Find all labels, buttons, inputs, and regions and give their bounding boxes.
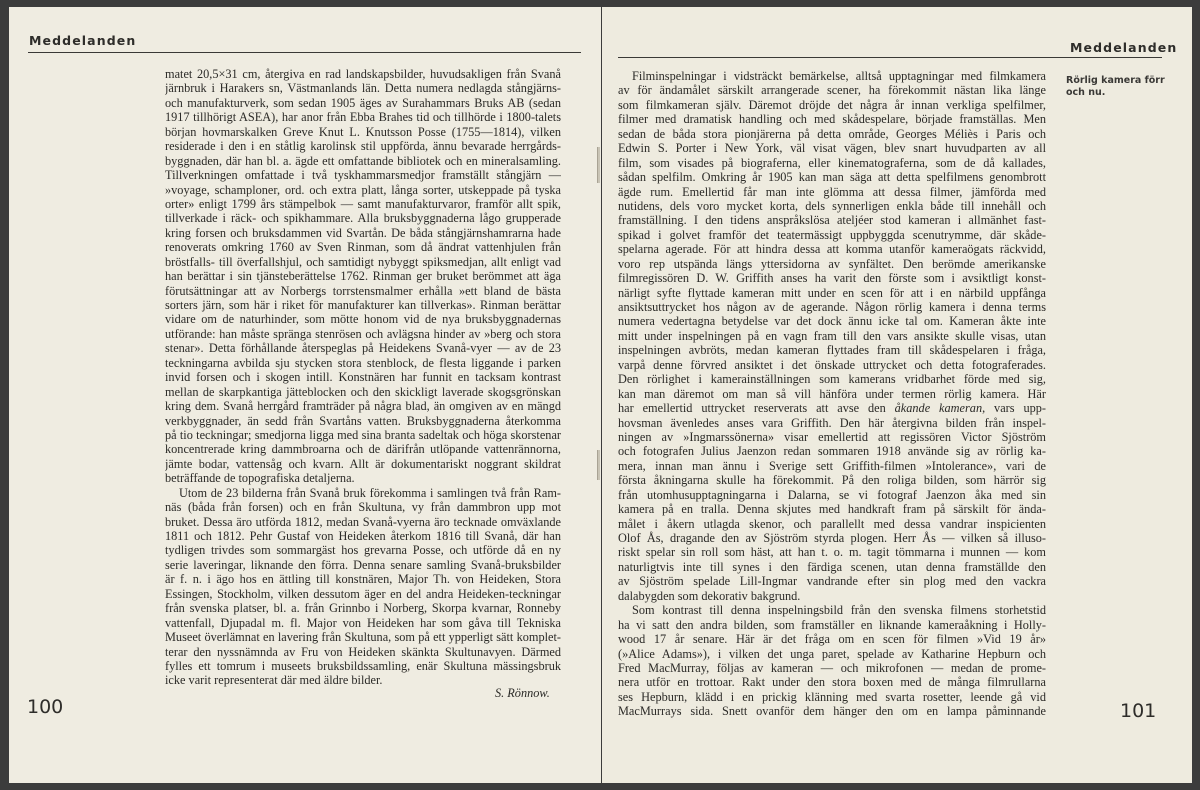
page-number-left: 100 <box>27 696 64 718</box>
text-line: 1917 tillhörigt ASEA), har anor från Ebba Brahes tid och tillhörde i 1800-talets <box>165 110 561 125</box>
text-line: fylles ett tomrum i museets bruksbildssamling, enär Skultuna mässingsbruk <box>165 658 561 673</box>
text-line: av Sjöström spelade Lill-Ingmar vandrande efter sin plog med den vackra <box>618 574 1046 589</box>
text-line: mera, innan man ännu i Sverige sett Griffith-filmen »Intolerance», vari de <box>618 458 1046 473</box>
text-line: spikad i golvet framför det teatermässigt uppbyggda scenutrymme, där skåde- <box>618 227 1046 242</box>
text-line: mellan de skarpkantiga jätteblocken och den skickligt laverade skogsgrönskan <box>165 384 561 399</box>
italic-term: åkande kameran <box>894 401 983 416</box>
text-line: invid forsen och i skogen intill. Konstnären har funnit en tacksam kontrast <box>165 370 561 385</box>
text-line: sedan de båda stora pionjärerna på detta område, Georges Méliès i Paris och <box>618 126 1046 141</box>
text-line: naturligtvis inte till synes i den färdiga scenen, utan denna framställde den <box>618 559 1046 574</box>
text-line: målet i åkern utlagda skenor, och parallellt med dessa vandrar inspicienten <box>618 516 1046 531</box>
text-line: mitt under inspelningen på en vagn fram till den vars ansikte skulle visas, utan <box>618 328 1046 343</box>
right-text-column <box>618 69 1046 719</box>
margin-note-line: Rörlig kamera förr <box>1066 75 1165 86</box>
author-signature: S. Rönnow. <box>495 686 550 700</box>
text-line: orter» enligt 1799 års stämpelbok — samt manufakturvaror, framför allt spik, <box>165 196 561 211</box>
text-line: Tillverkningen omfattade i två tyskhammarsmedjor framställt stångjärn — <box>165 168 561 183</box>
text-line: första åkningarna skulle ha förekommit. På den roliga bilden, som härrör sig <box>618 473 1046 488</box>
text-line: serie laveringar, liknande den förra. Denna senare samling Svanå-bruksbilder <box>165 557 561 572</box>
paragraph <box>618 603 1046 719</box>
text-line: nera utför en trottoar. Rakt under den stora boxen med de många filmrullarna <box>618 675 1046 690</box>
text-line: och manufakturverk, som sedan 1905 äges av Surahammars Bruks AB (sedan <box>165 95 561 110</box>
text-line: renoverats omkring 1760 av Sven Rinman, som då ändrat vattenhjulen från <box>165 240 561 255</box>
text-line: ansiktsuttrycket hos någon av de agerande. Någon rörlig kamera i denna terms <box>618 300 1046 314</box>
binding-mark <box>597 450 600 480</box>
text-line: verkbyggnader, än sedd från Svartåns vatten. Bruksbyggnaderna återkomma <box>165 413 561 428</box>
text-line: numera vedertagna betydelse var det dock ännu icke tal om. Kameran åkte inte <box>618 314 1046 329</box>
text-line: närligt syfte flyttade kameran mitt under en scen för att i en närbild uppfånga <box>618 285 1046 300</box>
text-line: vidare om de naturhinder, som mötte honom vid de nya bruksbyggnadernas <box>165 312 561 327</box>
text-line: ses Hepburn, klädd i en prickig klänning med svarta rosetter, leende gå vid <box>618 689 1046 704</box>
right-page <box>602 7 1192 783</box>
page-number-right: 101 <box>1120 700 1157 722</box>
text-line: residerade i den i en ståtlig karolinsk stil uppförda, ännu bevarade herrgårds- <box>165 139 561 154</box>
text-line: ningen av »Ingmarssönerna» visar emellertid att regissören Victor Sjöström <box>618 429 1046 444</box>
text-line: (»Alice Adams»), i vilken det unga paret, spelade av Katharine Hepburn och <box>618 646 1046 661</box>
text-line: början hovmarskalken Greve Knut L. Knutsson Posse (1755—1814), vilken <box>165 124 561 139</box>
text-line: Den rörlighet i kamerainställningen som kamerans vridbarhet förde med sig, <box>618 372 1046 387</box>
text-line: filmer med dramatisk handling och med skådespelare, började framställas. Men <box>618 112 1046 127</box>
text-line: nutidens, dels voro mycket korta, dels synnerligen enkla både till innehåll och <box>618 198 1046 213</box>
text-line: tydligen trivdes som sommargäst hos grevarna Posse, och utförde då en ny <box>165 543 561 558</box>
running-head-left: Meddelanden <box>29 33 137 48</box>
text-line: 1811 och 1812. Pehr Gustaf von Heideken återkom 1816 till Svanå, där han <box>165 529 561 543</box>
text-line: spelarna agerade. För att hindra dessa att komma utanför kameraögats räckvidd, <box>618 242 1046 257</box>
header-rule-left <box>28 52 581 53</box>
text-line: icke varit representerat där med äldre bilder. <box>165 673 383 688</box>
text-line: bröstfalls- till överfallshjul, och samtidigt nybyggt spiksmedjan, allt enligt vad <box>165 254 561 269</box>
paragraph <box>165 67 561 486</box>
text-line: voro rep utspända längs yttersidorna av synfältet. Den berömde amerikanske <box>618 256 1046 271</box>
text-line: ha vi satt den andra bilden, som framställer en liknande kameraåkning i Holly- <box>618 617 1046 632</box>
text-line: vattenfall, Djupadal m. fl. Major von Heideken har som gåva till Tekniska <box>165 615 561 630</box>
text-line: kan man däremot om man så vill hänföra under termen rörlig kamera. Här <box>618 386 1046 401</box>
text-line: koncentrerade kring dammbroarna och de därifrån utlöpande vattenrännorna, <box>165 442 561 457</box>
text-line: som filmkameran själv. Däremot dröjde det några år innan verkliga spelfilmer, <box>618 97 1046 112</box>
text-line: teckningarna avbilda sju stycken stora stenblock, de flesta liggande i parken <box>165 355 561 370</box>
text-line: kamera på en tralla. Denna skjutes med handkraft fram på särskilt för ända- <box>618 502 1046 517</box>
text-line: framställning. I den tidens anspråkslösa ateljéer stod kameran i allmänhet fast- <box>618 213 1046 228</box>
text-line: av för ändamålet särskilt arrangerade scener, ha förekommit nästan lika länge <box>618 83 1046 98</box>
margin-note <box>1066 75 1165 99</box>
left-page <box>9 7 601 783</box>
text-line: på tio teckningar; smedjorna ligga med sina branta sadeltak och höga skorstenar <box>165 427 561 442</box>
text-line: Som kontrast till denna inspelningsbild från den svenska filmens storhetstid <box>632 603 1046 618</box>
text-line: Museet överlämnat en lavering från Skultuna, som på ett ypperligt sätt komplet- <box>165 630 561 645</box>
text-segment: har emellertid uttrycket reserverats att avse den <box>618 401 895 416</box>
text-line: terar den nyssnämnda av Fru von Heideken skänkta Skultunavyen. Därmed <box>165 644 561 659</box>
text-line: sorters järn, som här i riket för manufakturer kan tillverkas». Rinman berättar <box>165 298 561 312</box>
text-line: byggnaden, där han bl. a. ägde ett omfattande bibliotek och en mineralsamling. <box>165 153 561 168</box>
text-line: matet 20,5×31 cm, återgiva en rad landskapsbilder, huvudsakligen från Svanå <box>165 67 561 81</box>
text-line: förutsättningar att av Norbergs torrstensmalmer erhålla »ett bland de bästa <box>165 283 561 298</box>
margin-note-line: och nu. <box>1066 87 1106 98</box>
header-rule-right <box>618 57 1162 58</box>
text-line: och fotografen Julius Jaenzon redan sommaren 1918 använde sig av rörlig ka- <box>618 444 1046 459</box>
text-line: varpå denne förvred ansiktet i det önskade uttrycket och detta fotograferades. <box>618 357 1046 372</box>
text-line: järnbruk i Harakers sn, Västmanlands län. Detta numera nedlagda stångjärns- <box>165 81 561 96</box>
text-line: Fred MacMurray, följas av kameran — och mikrofonen — medan de prome- <box>618 660 1046 675</box>
paragraph <box>618 69 1046 603</box>
text-line: bruket. Dessa äro utförda 1812, medan Svanå-vyerna äro tecknade omväxlande <box>165 514 561 529</box>
text-line: sådan spelfilm. Omkring år 1905 kan man säga att detta spelfilmens genombrott <box>618 170 1046 185</box>
text-line: Essingen, Stockholm, vilken dessutom äger en del andra Heideken-teckningar <box>165 586 561 601</box>
text-line: Olof Ås, dragande den av Sjöström styrda plogen. Herr Ås — vilken så illuso- <box>618 531 1046 545</box>
text-line: tillverkade i räck- och spikhammare. Alla bruksbyggnaderna lågo grupperade <box>165 211 561 226</box>
text-line: beträffande de topografiska detaljerna. <box>165 471 355 486</box>
text-line: utförande: han måste spränga stenrösen och avlägsna hinder av »berg och stora <box>165 326 561 341</box>
text-line: filmregissören D. W. Griffith anses ha varit den förste som i avsiktligt konst- <box>618 271 1046 286</box>
text-line: film, som visades på biograferna, eller kinematograferna, som de då kallades, <box>618 155 1046 170</box>
text-line: kring dem. Svanå herrgård framträder på några blad, än omgiven av en mängd <box>165 399 561 414</box>
text-line: ägde rum. Emellertid får man inte glömma att dessa filmer, jämförda med <box>618 184 1046 199</box>
text-line: wood 17 år senare. Här är det fråga om en scen för filmen »Vid 19 år» <box>618 632 1046 647</box>
text-line: Edwin S. Porter i New York, väl visat vägen, blev snart huvudparten av all <box>618 141 1046 156</box>
text-line: MacMurrays sida. Snett ovanför dem hänger den om en lampa påminnande <box>618 704 1046 719</box>
text-line: är f. n. i ägo hos en ättling till konstnären, Major Th. von Heideken, Stora <box>165 572 561 587</box>
text-line: riskt spelar sin roll som häst, att han t. o. m. tagit tömmarna i munnen — kom <box>618 545 1046 560</box>
text-segment: , vars upp- <box>982 401 1046 416</box>
text-line: Filminspelningar i vidsträckt bemärkelse, alltså upptagningar med filmkamera <box>632 69 1046 83</box>
text-line: näs (båda från forsen) och en från Skultuna, vy från dammbron upp mot <box>165 500 561 515</box>
text-line: kring forsen och bruksdammen vid Svartån. De båda stångjärnshamrarna hade <box>165 225 561 240</box>
text-line: han berättar i sin tjänsteberättelse 1762. Rinman ger bruket berömmet att äga <box>165 269 561 284</box>
text-line: inspelningen avbröts, medan kameran flyttades fram till skådespelaren i fråga, <box>618 343 1046 358</box>
text-line: »voyage, schamploner, ord. och extra platt, långa sorter, utskeppade på tyska <box>165 182 561 197</box>
text-line: stenar». Detta förhållande återspeglas på Heidekens Svanå-vyer — av de 23 <box>165 341 561 356</box>
binding-mark <box>597 147 600 183</box>
text-line: hovsman ävenledes anses vara Griffith. Den här återgivna bilden från inspel- <box>618 415 1046 430</box>
running-head-right: Meddelanden <box>1070 40 1178 55</box>
text-line: från svenska platser, bl. a. från Grinnbo i Norberg, Skorpa kvarnar, Ronneby <box>165 601 561 616</box>
text-line: dalabygden som dekorativ bakgrund. <box>618 588 801 603</box>
paragraph <box>165 486 561 688</box>
left-text-column <box>165 67 561 688</box>
text-line: från utomhusupptagningarna i Dalarna, se vi fotograf Jaenzon åka med sin <box>618 487 1046 502</box>
text-line: Utom de 23 bilderna från Svanå bruk förekomma i samlingen två från Ram- <box>179 485 561 500</box>
text-line: jämte bodar, vattensåg och kvarn. Allt är dokumentariskt noggrant skildrat <box>165 456 561 471</box>
text-line <box>618 401 1046 415</box>
